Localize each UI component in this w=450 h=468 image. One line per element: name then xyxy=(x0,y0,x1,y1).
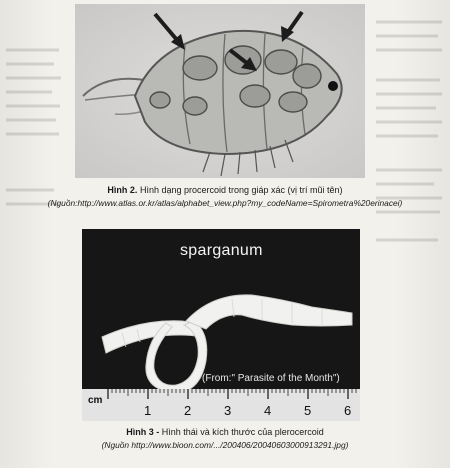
ruler xyxy=(82,389,360,421)
figure-2-source: (Nguồn:http://www.atlas.or.kr/atlas/alphabet_view.php?my_codeName=Spirometra%20erinacei) xyxy=(47,198,403,208)
figure-2-image xyxy=(75,4,365,178)
ruler-mark-label: 3 xyxy=(224,403,232,418)
figure-2-caption-label: Hình 2. xyxy=(107,185,138,195)
figure-3-image-title: sparganum xyxy=(180,242,263,259)
figure-2-caption-text: Hình dạng procercoid trong giáp xác (vị trí mũi tên) xyxy=(139,185,343,195)
figure-3-caption-text: Hình thái và kích thước của plerocercoid xyxy=(161,427,324,437)
figure-3-caption-label: Hình 3 - xyxy=(126,427,160,437)
figure-3-image xyxy=(82,229,360,421)
figure-2-caption xyxy=(0,184,450,196)
ruler-unit-label: cm xyxy=(88,395,103,406)
ruler-mark-label: 1 xyxy=(144,403,152,418)
figure-3-caption xyxy=(0,426,450,438)
page-bleed-right xyxy=(372,10,446,250)
figure-3-source: (Nguồn http://www.bioon.com/.../200406/20040603000913291.jpg) xyxy=(101,440,349,450)
ruler-mark-label: 5 xyxy=(304,403,312,418)
ruler-mark-label: 4 xyxy=(264,403,272,418)
figure-3-image-credit: (From:" Parasite of the Month") xyxy=(202,373,340,384)
ruler-mark-label: 6 xyxy=(344,403,352,418)
ruler-mark-label: 2 xyxy=(184,403,192,418)
